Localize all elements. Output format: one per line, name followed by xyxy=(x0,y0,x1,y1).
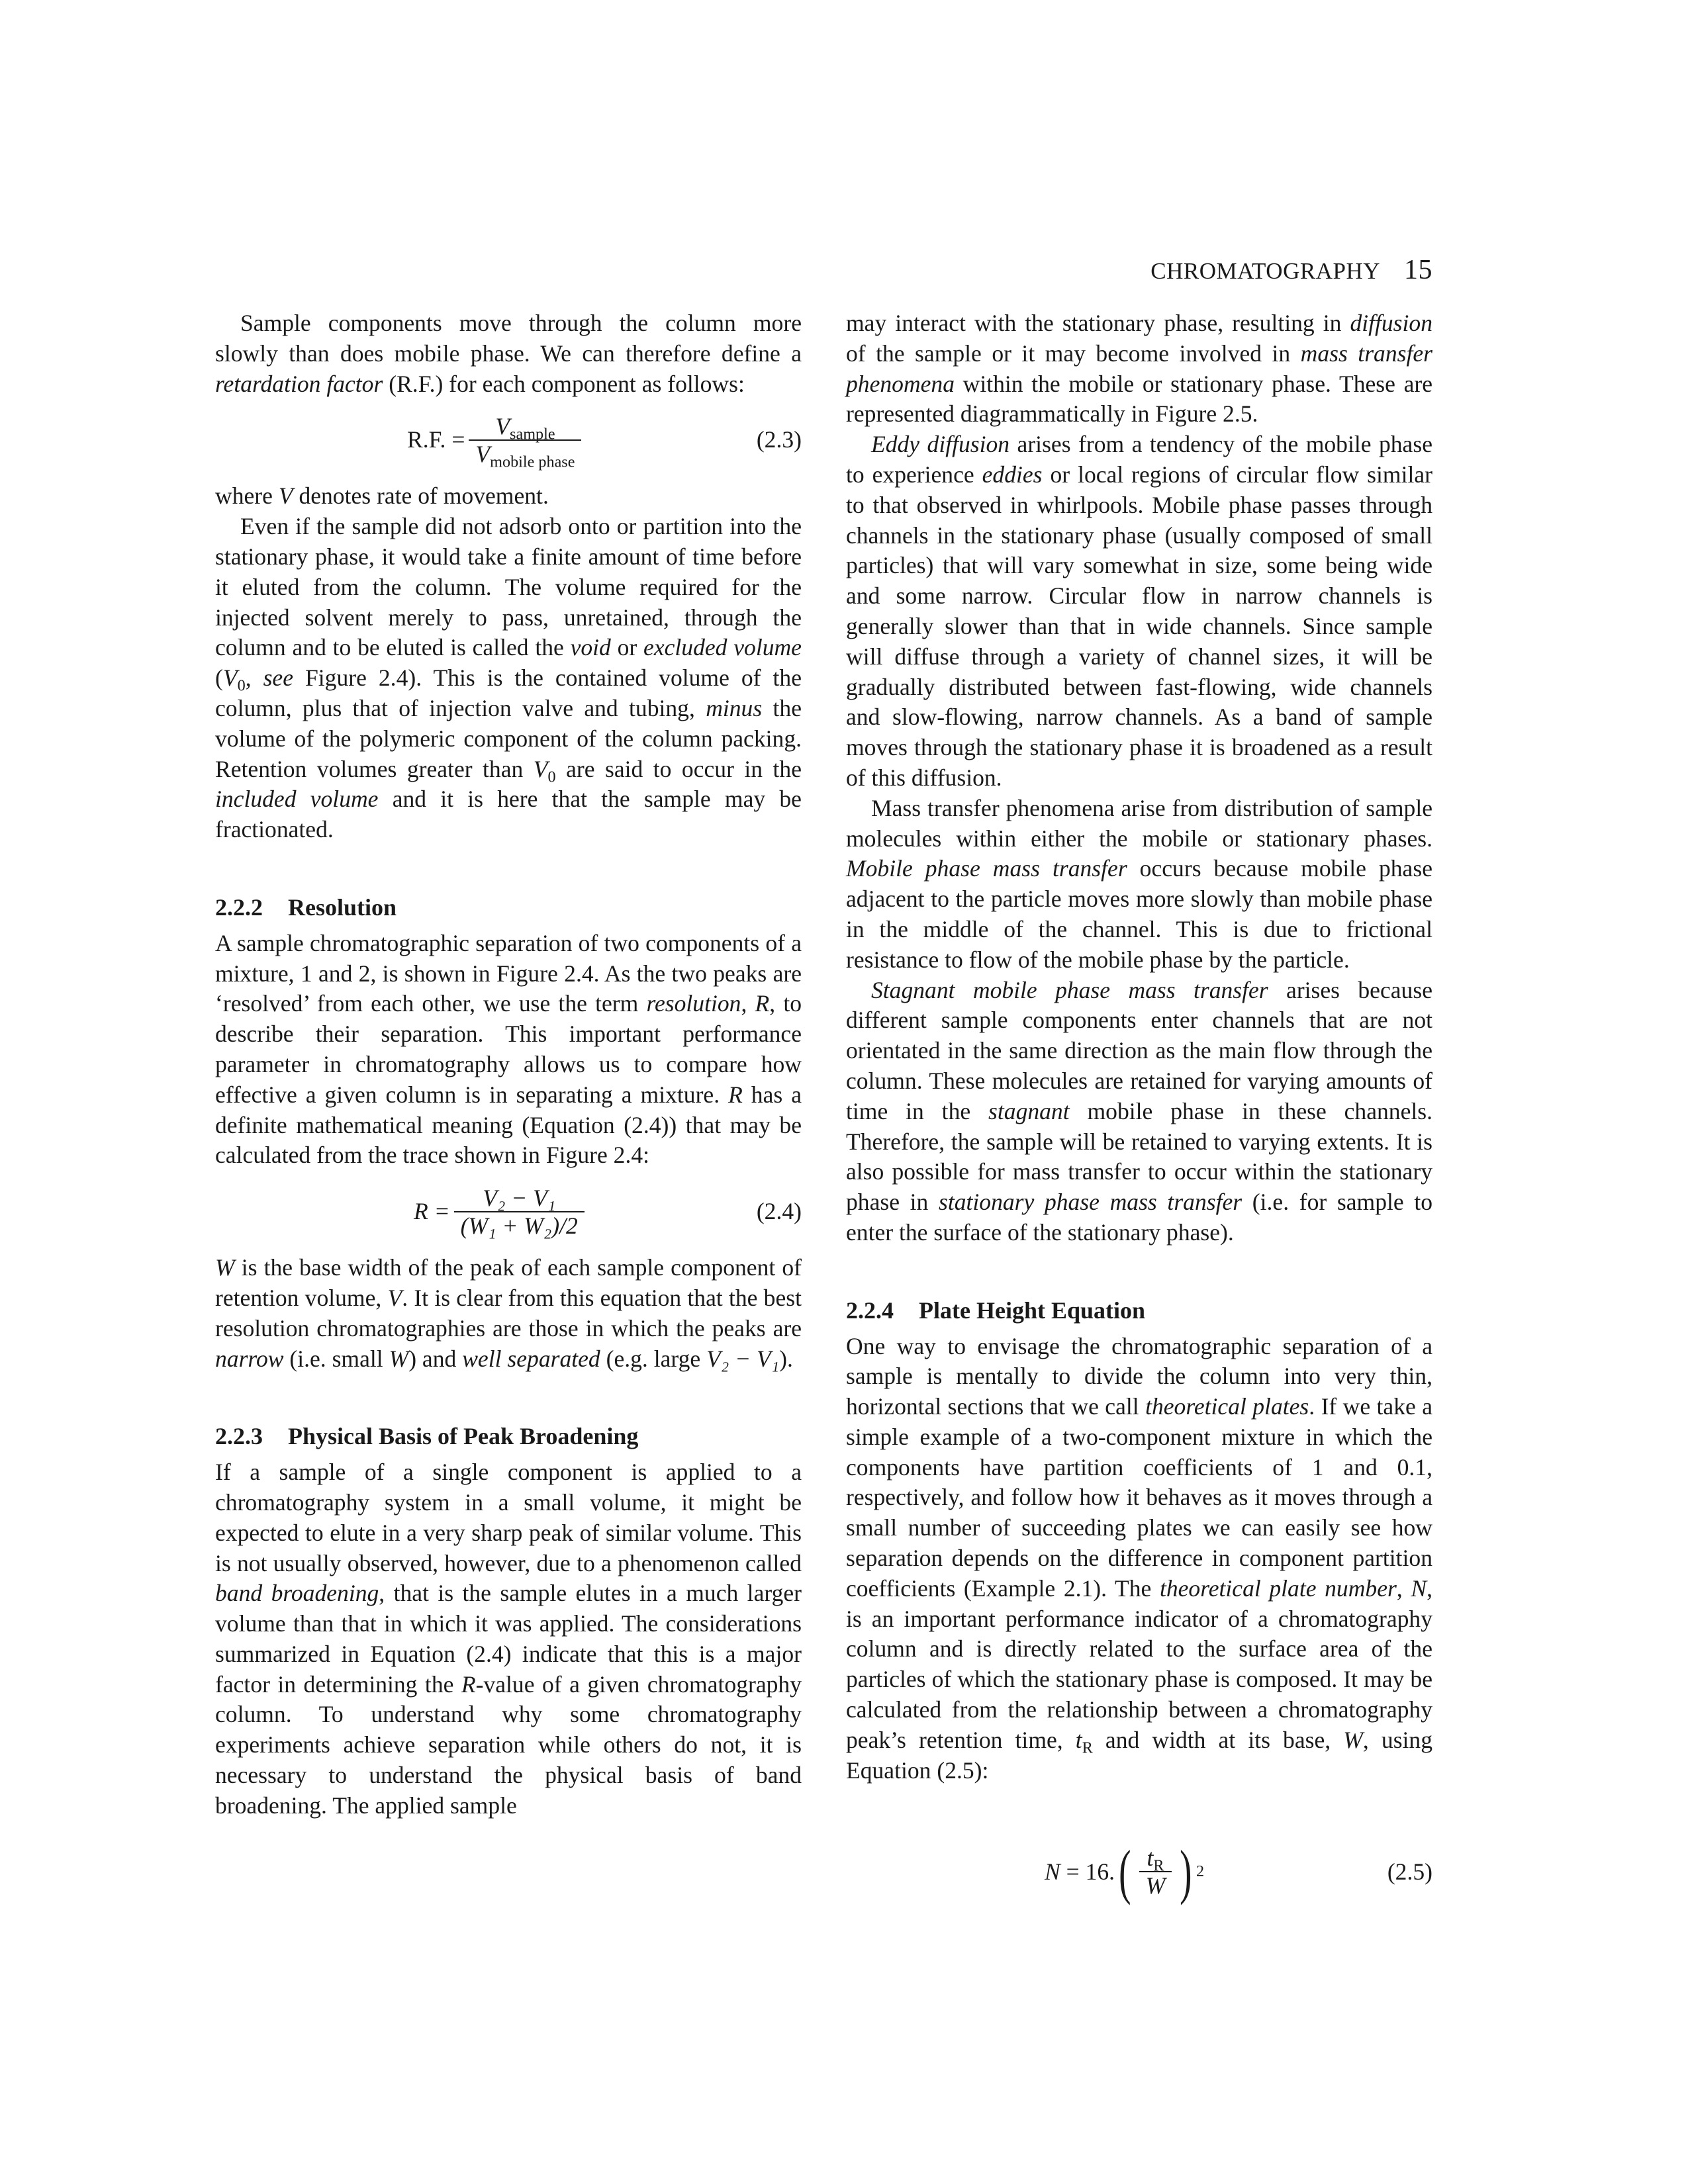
section-heading-2-2-4: 2.2.4 Plate Height Equation xyxy=(846,1297,1146,1324)
left-column xyxy=(215,308,802,1821)
open-paren: ( xyxy=(1119,1838,1131,1906)
paragraph: Even if the sample did not adsorb onto or partition into the stationary phase, it would take a finite amount of time before it eluted from the column. The volume required for the injected solvent merely to pass, unretained, through the column and to be eluted is called the void or excluded volume ($V_0$, see Figure 2.4). This is the contained volume of the column, plus that of injection valve and tubing, minus the volume of the polymeric component of the column packing. Retention volumes greater than $V_0$ are said to occur in the included volume and it is here that the sample may be fractionated. xyxy=(215,513,802,843)
section-heading-2-2-3: 2.2.3 Physical Basis of Peak Broadening xyxy=(215,1423,639,1450)
equation-fraction: $\frac{t_R}{W}$ xyxy=(1139,1844,1172,1899)
right-column xyxy=(846,308,1432,1918)
paragraph: A sample chromatographic separation of two components of a mixture, 1 and 2, is shown in Figure 2.4. As the two peaks are ‘resolved’ from each other, we use the term resolution, R, to describe their separation. This important performance parameter in chromatography allows us to compare how effective a given column is in separating a mixture. R has a definite mathematical meaning (Equation (2.4)) that may be calculated from the trace shown in Figure 2.4: xyxy=(215,929,802,1169)
close-paren: ) xyxy=(1180,1838,1192,1906)
equation-fraction: $\frac{V_{sample}}{V_{mobile phase}}$ xyxy=(469,413,581,467)
equation-fraction: $\frac{\text{V₂ − V₁}}{\text{(W₁ + W₂)/2}}$ xyxy=(454,1185,585,1239)
equation-number: (2.5) xyxy=(1387,1858,1432,1885)
equation-lhs: R = xyxy=(414,1198,450,1225)
paragraph: Eddy diffusion arises from a tendency of the mobile phase to experience eddies or local regions of circular flow similar to that observed in whirlpools. Mobile phase passes through channels in the stationary phase (usually composed of small particles) that will vary somewhat in size, some being wide and some narrow. Circular flow in narrow channels is generally slower than that in wide channels. Since sample will diffuse through a variety of channel sizes, it will be gradually distributed between fast-flowing, wide channels and slow-flowing, narrow channels. As a band of sample moves through the stationary phase it is broadened as a result of this diffusion. xyxy=(846,431,1432,791)
running-header xyxy=(1150,254,1432,286)
paragraph: may interact with the stationary phase, resulting in diffusion of the sample or it may become involved in mass transfer phenomena within the mobile or stationary phase. These are represented diagrammatically in Figure 2.5. xyxy=(846,310,1432,428)
paragraph: where V denotes rate of movement. xyxy=(215,482,549,510)
page-number: 15 xyxy=(1404,255,1432,285)
running-title: CHROMATOGRAPHY xyxy=(1150,258,1380,284)
equation-lhs: R.F. = xyxy=(407,426,465,453)
paragraph: Sample components move through the column more slowly than does mobile phase. We can therefore define a retardation factor (R.F.) for each component as follows: xyxy=(215,310,802,397)
paragraph: W is the base width of the peak of each sample component of retention volume, V. It is clear from this equation that the best resolution chromatographies are those in which the peaks are narrow (i.e. small W) and well separated (e.g. large V₂ − V₁). xyxy=(215,1254,802,1372)
paragraph: One way to envisage the chromatographic separation of a sample is mentally to divide the column into very thin, horizontal sections that we call theoretical plates. If we take a simple example of a two-component mixture in which the components have partition coefficients of 1 and 0.1, respectively, and follow how it behaves as it moves through a small number of succeeding plates we can easily see how separation depends on the difference in component partition coefficients (Example 2.1). The theoretical plate number, N, is an important performance indicator of a chromatography column and is directly related to the surface area of the particles of which the stationary phase is composed. It may be calculated from the relationship between a chromatography peak’s retention time, $t_R$ and width at its base, W, using Equation (2.5): xyxy=(846,1332,1433,1784)
section-heading-2-2-2: 2.2.2 Resolution xyxy=(215,893,397,921)
equation-2-3 xyxy=(215,399,802,481)
paragraph: Mass transfer phenomena arise from distribution of sample molecules within either the mobile or stationary phases. Mobile phase mass transfer occurs because mobile phase adjacent to the particle moves more slowly than mobile phase in the middle of the channel. This is due to frictional resistance to flow of the mobile phase by the particle. xyxy=(846,794,1432,973)
equation-number: (2.3) xyxy=(756,426,802,453)
equation-2-5: N = 16. ( $\frac{t_R}{W}$ ) 2 (2.5) xyxy=(1045,1838,1432,1906)
equation-lhs: N = 16. xyxy=(1045,1858,1115,1885)
paragraph: Stagnant mobile phase mass transfer arises because different sample components enter channels that are not orientated in the same direction as the main flow through the column. These molecules are retained for varying amounts of time in the stagnant mobile phase in these channels. Therefore, the sample will be retained to varying extents. It is also possible for mass transfer to occur within the stationary phase in stationary phase mass transfer (i.e. for sample to enter the surface of the stationary phase). xyxy=(846,976,1433,1246)
equation-2-4 xyxy=(215,1171,802,1253)
paragraph: If a sample of a single component is applied to a chromatography system in a small volume, it might be expected to elute in a very sharp peak of similar volume. This is not usually observed, however, due to a phenomenon called band broadening, that is the sample elutes in a much larger volume than that in which it was applied. The considerations summarized in Equation (2.4) indicate that this is a major factor in determining the R-value of a given chromatography column. To understand why some chromatography experiments achieve separation while others do not, it is necessary to understand the physical basis of band broadening. The applied sample xyxy=(215,1459,802,1819)
equation-number: (2.4) xyxy=(756,1198,802,1225)
